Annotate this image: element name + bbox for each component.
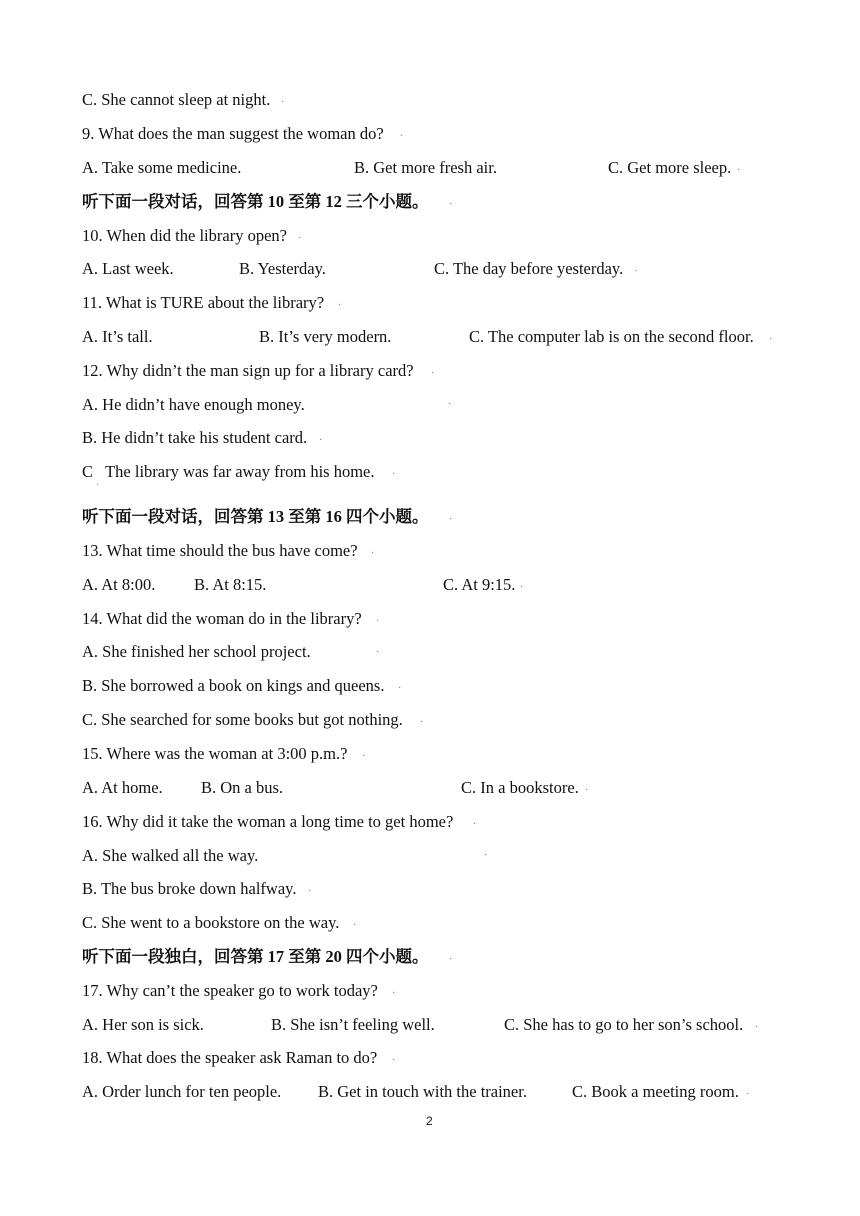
option-15a: A. At home. [82, 778, 163, 797]
paragraph-mark: · [585, 785, 589, 796]
option-11a: A. It’s tall. [82, 327, 153, 346]
option-15c: C. In a bookstore. [461, 778, 579, 797]
option-14c: C. She searched for some books but got nothing. [82, 710, 403, 729]
option-13c: C. At 9:15. [443, 575, 516, 594]
section-heading-10-12: 听下面一段对话，回答第 10 至第 12 三个小题。 [82, 192, 429, 211]
option-18c: C. Book a meeting room. [572, 1082, 739, 1101]
paragraph-mark: · [353, 920, 357, 931]
paragraph-mark: · [392, 469, 396, 480]
question-18: 18. What does the speaker ask Raman to do? [82, 1048, 378, 1067]
question-12: 12. Why didn’t the man sign up for a library card? [82, 361, 414, 380]
option-18a: A. Order lunch for ten people. [82, 1082, 282, 1101]
option-9c: C. Get more sleep. [608, 158, 732, 177]
page-number: 2 [426, 1114, 433, 1128]
paragraph-mark: · [362, 751, 366, 762]
option-16c: C. She went to a bookstore on the way. [82, 913, 340, 932]
question-9: 9. What does the man suggest the woman do? [82, 124, 384, 143]
paragraph-mark: · [376, 616, 380, 627]
paragraph-mark: · [484, 850, 488, 861]
question-15: 15. Where was the woman at 3:00 p.m.? [82, 744, 348, 763]
paragraph-mark: · [449, 514, 453, 525]
paragraph-mark: · [473, 819, 477, 830]
option-11c: C. The computer lab is on the second floor. [469, 327, 754, 346]
option-18b: B. Get in touch with the trainer. [318, 1082, 527, 1101]
option-9b: B. Get more fresh air. [354, 158, 497, 177]
option-14a: A. She finished her school project. [82, 642, 311, 661]
paragraph-mark: · [449, 954, 453, 965]
option-9a: A. Take some medicine. [82, 158, 242, 177]
paragraph-mark: · [634, 266, 638, 277]
paragraph-mark: · [392, 1055, 396, 1066]
question-11: 11. What is TURE about the library? [82, 293, 325, 312]
section-heading-17-20: 听下面一段独白，回答第 17 至第 20 四个小题。 [82, 947, 429, 966]
paragraph-mark: · [319, 435, 323, 446]
option-13b: B. At 8:15. [194, 575, 267, 594]
option-10b: B. Yesterday. [239, 259, 326, 278]
option-12c: C The library was far away from his home. [82, 462, 375, 481]
option-15b: B. On a bus. [201, 778, 284, 797]
option-12b: B. He didn’t take his student card. [82, 428, 308, 447]
question-14: 14. What did the woman do in the library? [82, 609, 362, 628]
option-13a: A. At 8:00. [82, 575, 156, 594]
option-17a: A. Her son is sick. [82, 1015, 204, 1034]
section-heading-13-16: 听下面一段对话，回答第 13 至第 16 四个小题。 [82, 507, 429, 526]
paragraph-mark: · [449, 199, 453, 210]
paragraph-mark: · [520, 582, 524, 593]
option-16b: B. The bus broke down halfway. [82, 879, 297, 898]
option-11b: B. It’s very modern. [259, 327, 392, 346]
question-13: 13. What time should the bus have come? [82, 541, 358, 560]
paragraph-mark: · [755, 1022, 759, 1033]
paragraph-mark: · [448, 399, 452, 410]
paragraph-mark: · [298, 233, 302, 244]
question-16: 16. Why did it take the woman a long time to get home? [82, 812, 454, 831]
option-17b: B. She isn’t feeling well. [271, 1015, 435, 1034]
option-17c: C. She has to go to her son’s school. [504, 1015, 744, 1034]
option-16a: A. She walked all the way. [82, 846, 259, 865]
paragraph-mark: · [308, 886, 312, 897]
paragraph-mark: · [420, 717, 424, 728]
option-12a: A. He didn’t have enough money. [82, 395, 305, 414]
option-10a: A. Last week. [82, 259, 174, 278]
paragraph-mark: · [96, 480, 100, 491]
option-14b: B. She borrowed a book on kings and queens. [82, 676, 385, 695]
paragraph-mark: · [338, 300, 342, 311]
paragraph-mark: · [281, 97, 285, 108]
paragraph-mark: · [392, 988, 396, 999]
question-10: 10. When did the library open? [82, 226, 287, 245]
paragraph-mark: · [398, 683, 402, 694]
paragraph-mark: · [376, 647, 380, 658]
paragraph-mark: · [746, 1089, 750, 1100]
paragraph-mark: · [769, 334, 773, 345]
paragraph-mark: · [400, 131, 404, 142]
option-10c: C. The day before yesterday. [434, 259, 624, 278]
paragraph-mark: · [737, 165, 741, 176]
option-8c: C. She cannot sleep at night. [82, 90, 271, 109]
question-17: 17. Why can’t the speaker go to work today? [82, 981, 378, 1000]
paragraph-mark: · [431, 368, 435, 379]
paragraph-mark: · [371, 548, 375, 559]
